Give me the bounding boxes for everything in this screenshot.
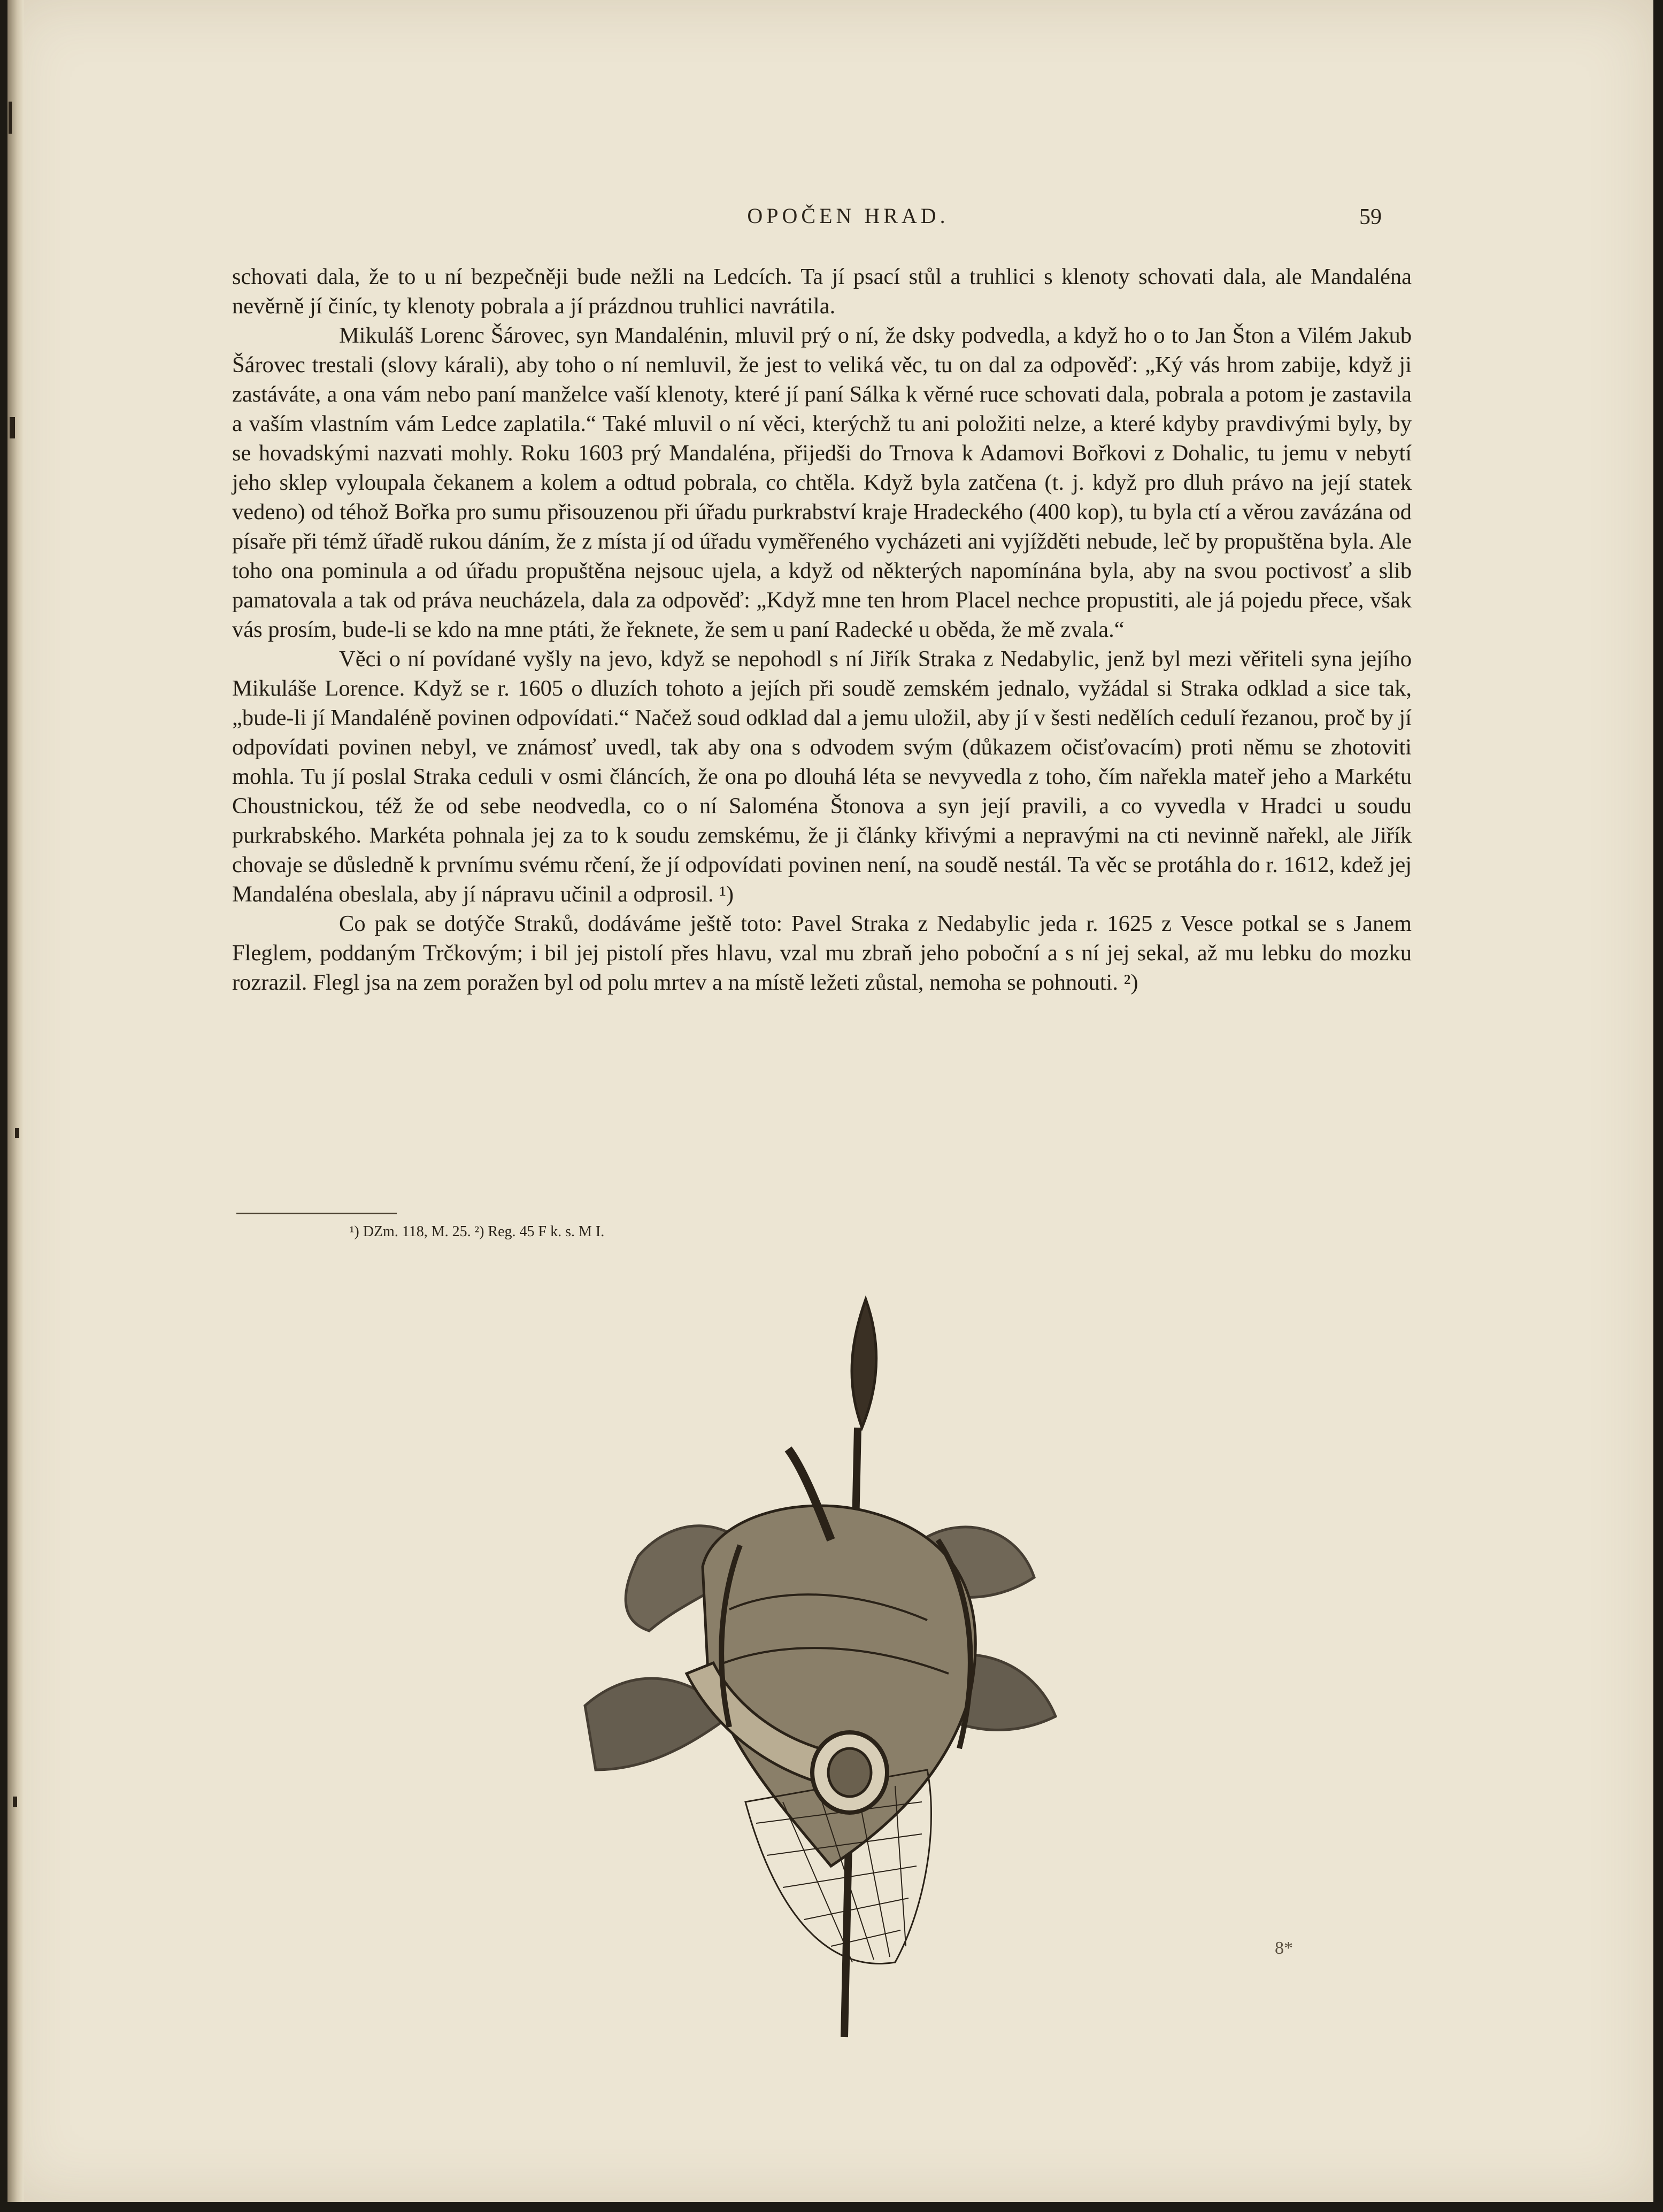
- binding-mark: [13, 1797, 17, 1807]
- book-page: [7, 0, 1653, 2202]
- paragraph: Mikuláš Lorenc Šárovec, syn Mandalénin, mluvil prý o ní, že dsky podvedla, a když ho o to Jan Šton a Vilém Jakub Šárovec trestali (slovy kárali), aby toho o ní nemluvil, že jest to veliká věc, tu on dal za odpověď: „Ký vás hrom zabije, když ji zastáváte, a ona vám nebo paní manželce vaší klenoty, které jí paní Sálka k věrné ruce schovati dala, pobrala a potom je zastavila a vaším vlastním vám Ledce zaplatila.“ Také mluvil o ní věci, kterýchž tu ani položiti nelze, a které kdyby pravdivými byly, by se hovadskými nazvati mohly. Roku 1603 prý Mandaléna, přijedši do Trnova k Adamovi Bořkovi z Dohalic, tu jemu v nebytí jeho sklep vyloupala čekanem a kolem a odtud pobrala, co chtěla. Když byla zatčena (t. j. když pro dluh právo na její statek vedeno) od téhož Bořka pro sumu přisouzenou při úřadu purkrabství kraje Hradeckého (400 kop), tu byla ctí a věrou zavázána od písaře při témž úřadě rukou dáním, že z místa jí od úřadu vyměřeného vycházeti ani vyjížděti nebude, leč by propuštěna byla. Ale toho ona pominula a od úřadu propuštěna nejsouc ujela, a když od některých napomínána byla, aby na svou poctivosť a slib pamatovala a tak od práva neucházela, dala za odpověď: „Když mne ten hrom Placel nechce propustiti, ale já pojedu přece, však vás prosím, bude-li se kdo na mne ptáti, že řeknete, že sem u paní Radecké u oběda, že mě zvala.“: [232, 323, 1412, 642]
- paragraph: schovati dala, že to u ní bezpečněji bude nežli na Ledcích. Ta jí psací stůl a truhlici s klenoty schovati dala, ale Mandaléna nevěrně jí činíc, ty klenoty pobrala a jí prázdnou truhlici navrátila.: [232, 264, 1412, 319]
- hunting-trophy-engraving-icon: [553, 1289, 1093, 2064]
- binding-mark: [10, 417, 15, 438]
- signature-mark: 8*: [1275, 1938, 1293, 1958]
- footnotes: ¹) DZm. 118, M. 25. ²) Reg. 45 F k. s. M I.: [350, 1223, 605, 1240]
- page-number: 59: [1359, 205, 1382, 229]
- paragraph: Co pak se dotýče Straků, dodáváme ještě toto: Pavel Straka z Nedabylic jeda r. 1625 z Vesce potkal se s Janem Fleglem, poddaným Trčkovým; i bil jej pistolí přes hlavu, vzal mu zbraň jeho poboční a s ní jej sekal, až mu lebku do mozku rozrazil. Flegl jsa na zem poražen byl od polu mrtev a na místě ležeti zůstal, nemoha se pohnouti. ²): [232, 911, 1412, 995]
- paragraph: Věci o ní povídané vyšly na jevo, když se nepohodl s ní Jiřík Straka z Nedabylic, jenž byl mezi věřiteli syna jejího Mikuláše Lorence. Když se r. 1605 o dluzích tohoto a jejích při soudě zemském jednalo, vyžádal si Straka odklad a sice tak, „bude-li jí Mandaléně povinen odpovídati.“ Načež soud odklad dal a jemu uložil, aby jí v šesti nedělích cedulí řezanou, proč by jí odpovídati povinen nebyl, ve známosť uvedl, tak aby ona s odvodem svým (důkazem očisťovacím) proti němu se zhotoviti mohla. Tu jí poslal Straka ceduli v osmi článcích, že ona po dlouhá léta se nevyvedla z toho, čím nařekla mateř jeho a Markétu Choustnickou, též že od sebe neodvedla, co o ní Saloména Štonova a syn její pravili, a co vyvedla v Hradci u soudu purkrabského. Markéta pohnala jej za to k soudu zemskému, že ji články křivými a nepravými na cti nevinně nařekl, ale Jiřík chovaje se důsledně k prvnímu svému rčení, že jí odpovídati povinen není, na soudě nestál. Ta věc se protáhla do r. 1612, kdež jej Mandaléna obeslala, aby jí nápravu učinil a odprosil. ¹): [232, 646, 1412, 907]
- body-text: [232, 262, 1412, 997]
- spear-head-icon: [852, 1299, 876, 1428]
- binding-mark: [9, 102, 12, 134]
- footnote-rule: [236, 1213, 397, 1214]
- running-head: OPOČEN HRAD.: [747, 204, 949, 228]
- page-binding-edge: [7, 0, 24, 2202]
- binding-mark: [15, 1128, 19, 1138]
